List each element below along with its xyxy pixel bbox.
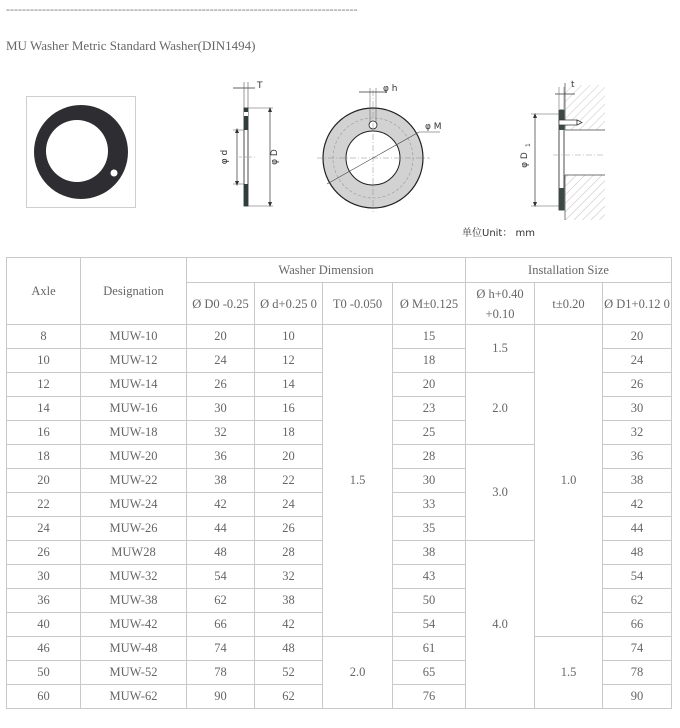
cell-M: 30: [393, 469, 466, 493]
cell-axle: 40: [7, 613, 81, 637]
header-axle: Axle: [7, 258, 81, 325]
cell-D: 24: [187, 349, 255, 373]
cell-D: 20: [187, 325, 255, 349]
cell-d: 12: [255, 349, 323, 373]
cell-D1: 24: [603, 349, 672, 373]
cell-axle: 60: [7, 685, 81, 709]
header-M: Ø M±0.125: [393, 283, 466, 325]
cell-D: 42: [187, 493, 255, 517]
cell-axle: 36: [7, 589, 81, 613]
cell-M: 43: [393, 565, 466, 589]
cell-designation: MUW-42: [81, 613, 187, 637]
cell-M: 28: [393, 445, 466, 469]
cell-h-merged: 4.0: [466, 541, 535, 709]
header-washer-dimension: Washer Dimension: [187, 258, 466, 283]
cell-d: 52: [255, 661, 323, 685]
label-M: φ M: [425, 122, 442, 132]
label-d: φ d: [220, 149, 230, 165]
header-h: [466, 283, 535, 325]
cell-d: 48: [255, 637, 323, 661]
cell-d: 20: [255, 445, 323, 469]
cell-designation: MUW28: [81, 541, 187, 565]
cell-D1: 26: [603, 373, 672, 397]
cell-d: 26: [255, 517, 323, 541]
cell-D1: 66: [603, 613, 672, 637]
cell-D: 26: [187, 373, 255, 397]
cell-designation: MUW-16: [81, 397, 187, 421]
cell-D1: 48: [603, 541, 672, 565]
cell-designation: MUW-24: [81, 493, 187, 517]
cell-M: 23: [393, 397, 466, 421]
cell-d: 28: [255, 541, 323, 565]
header-t: t±0.20: [535, 283, 603, 325]
spec-table: [6, 257, 672, 709]
cell-M: 15: [393, 325, 466, 349]
cell-designation: MUW-20: [81, 445, 187, 469]
cell-designation: MUW-14: [81, 373, 187, 397]
header-D: Ø D0 -0.25: [187, 283, 255, 325]
cell-designation: MUW-48: [81, 637, 187, 661]
cell-designation: MUW-32: [81, 565, 187, 589]
cell-designation: MUW-10: [81, 325, 187, 349]
cell-t-merged: 1.5: [535, 637, 603, 709]
label-t: t: [571, 80, 575, 90]
cell-T-merged: 2.0: [323, 637, 393, 709]
cell-D1: 54: [603, 565, 672, 589]
header-row-group: [7, 258, 672, 283]
cell-axle: 14: [7, 397, 81, 421]
install-view-drawing: [515, 75, 605, 220]
cell-d: 24: [255, 493, 323, 517]
cell-M: 33: [393, 493, 466, 517]
front-view-drawing: [315, 80, 460, 215]
cell-M: 76: [393, 685, 466, 709]
cell-D: 48: [187, 541, 255, 565]
cell-D1: 90: [603, 685, 672, 709]
cell-designation: MUW-52: [81, 661, 187, 685]
header-designation: Designation: [81, 258, 187, 325]
cell-axle: 46: [7, 637, 81, 661]
header-installation-size: Installation Size: [466, 258, 672, 283]
table-row: [7, 325, 672, 349]
header-D1: Ø D1+0.12 0: [603, 283, 672, 325]
washer-photo: [26, 96, 136, 208]
separator-line: ----------------------------------------------------------------------------------------: [6, 2, 358, 16]
cell-axle: 30: [7, 565, 81, 589]
label-h: φ h: [383, 84, 398, 94]
cell-D1: 44: [603, 517, 672, 541]
cell-axle: 18: [7, 445, 81, 469]
label-D: φ D: [270, 149, 280, 165]
table-row: [7, 637, 672, 661]
cell-d: 32: [255, 565, 323, 589]
cell-D1: 42: [603, 493, 672, 517]
cell-D: 44: [187, 517, 255, 541]
label-D1-subscript: 1: [525, 143, 532, 147]
cell-designation: MUW-38: [81, 589, 187, 613]
header-h-line2: +0.10: [485, 306, 515, 321]
cell-h-merged: 3.0: [466, 445, 535, 541]
cell-designation: MUW-12: [81, 349, 187, 373]
side-view-drawing: [215, 78, 285, 218]
cell-designation: MUW-18: [81, 421, 187, 445]
cell-t-merged: 1.0: [535, 325, 603, 637]
label-T: T: [257, 81, 263, 91]
cell-M: 50: [393, 589, 466, 613]
cell-D1: 62: [603, 589, 672, 613]
cell-d: 62: [255, 685, 323, 709]
cell-M: 20: [393, 373, 466, 397]
cell-D: 36: [187, 445, 255, 469]
cell-axle: 50: [7, 661, 81, 685]
label-D1: φ D: [520, 152, 530, 168]
cell-M: 25: [393, 421, 466, 445]
cell-axle: 10: [7, 349, 81, 373]
cell-d: 16: [255, 397, 323, 421]
header-d: Ø d+0.25 0: [255, 283, 323, 325]
washer-photo-image: [27, 97, 135, 207]
cell-D: 54: [187, 565, 255, 589]
cell-designation: MUW-26: [81, 517, 187, 541]
cell-D: 62: [187, 589, 255, 613]
cell-d: 42: [255, 613, 323, 637]
cell-designation: MUW-62: [81, 685, 187, 709]
cell-D1: 78: [603, 661, 672, 685]
cell-axle: 24: [7, 517, 81, 541]
cell-d: 22: [255, 469, 323, 493]
cell-axle: 8: [7, 325, 81, 349]
cell-D: 30: [187, 397, 255, 421]
cell-d: 14: [255, 373, 323, 397]
cell-M: 65: [393, 661, 466, 685]
cell-D: 90: [187, 685, 255, 709]
cell-d: 18: [255, 421, 323, 445]
cell-designation: MUW-22: [81, 469, 187, 493]
cell-D1: 20: [603, 325, 672, 349]
cell-D1: 30: [603, 397, 672, 421]
cell-D: 78: [187, 661, 255, 685]
cell-D: 74: [187, 637, 255, 661]
cell-axle: 22: [7, 493, 81, 517]
cell-axle: 26: [7, 541, 81, 565]
cell-D1: 36: [603, 445, 672, 469]
header-h-line1: Ø h+0.40: [476, 286, 524, 301]
cell-T-merged: 1.5: [323, 325, 393, 637]
cell-D: 38: [187, 469, 255, 493]
cell-M: 35: [393, 517, 466, 541]
cell-d: 10: [255, 325, 323, 349]
cell-axle: 20: [7, 469, 81, 493]
cell-D1: 32: [603, 421, 672, 445]
header-T: T0 -0.050: [323, 283, 393, 325]
cell-D1: 74: [603, 637, 672, 661]
cell-h-merged: 2.0: [466, 373, 535, 445]
unit-label: 单位Unit： mm: [462, 228, 536, 239]
page-title: MU Washer Metric Standard Washer(DIN1494): [6, 38, 256, 53]
cell-M: 38: [393, 541, 466, 565]
cell-M: 18: [393, 349, 466, 373]
cell-M: 54: [393, 613, 466, 637]
cell-axle: 16: [7, 421, 81, 445]
cell-M: 61: [393, 637, 466, 661]
cell-h-merged: 1.5: [466, 325, 535, 373]
cell-d: 38: [255, 589, 323, 613]
cell-D: 66: [187, 613, 255, 637]
cell-axle: 12: [7, 373, 81, 397]
cell-D1: 38: [603, 469, 672, 493]
cell-D: 32: [187, 421, 255, 445]
